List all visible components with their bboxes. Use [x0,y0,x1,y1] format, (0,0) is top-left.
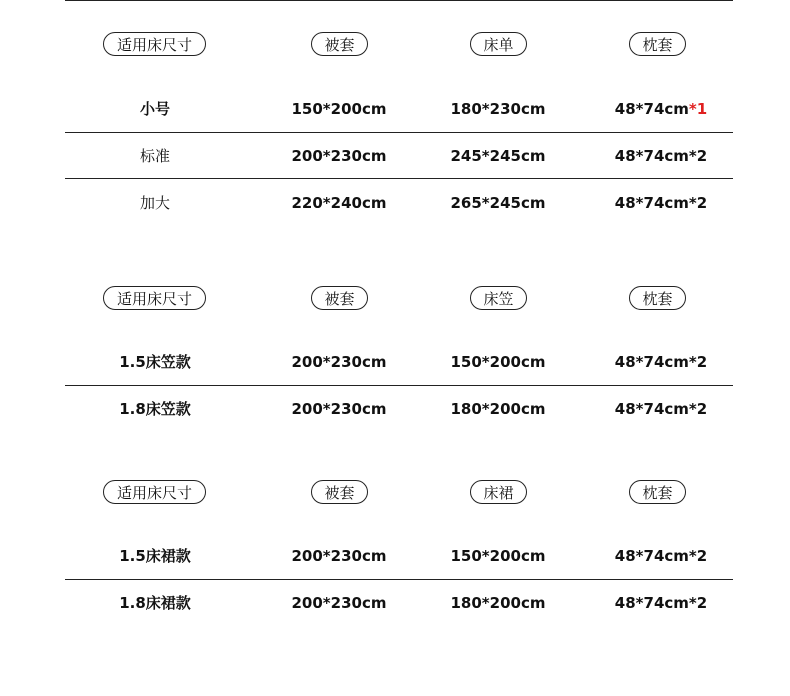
sheet-size: 245*245cm [450,147,546,165]
table-row [0,533,790,580]
row-size-label: 1.5床裙款 [119,547,191,565]
header-pillowcase: 枕套 [629,32,686,56]
row-size-label: 小号 [139,100,170,118]
duvet-size: 200*230cm [291,400,387,418]
header-duvet-cover: 被套 [311,32,368,56]
table-row [0,86,790,133]
fitted-sheet-size: 150*200cm [450,353,546,371]
duvet-size: 200*230cm [291,353,387,371]
header-pillowcase: 枕套 [629,480,686,504]
bed-skirt-size: 150*200cm [450,547,546,565]
pillowcase-size: 48*74cm*2 [614,547,708,565]
sheet-size: 180*230cm [450,100,546,118]
pillowcase-size: 48*74cm*2 [614,594,708,612]
table-header [0,286,790,312]
table-header [0,480,790,506]
header-bed-skirt: 床裙 [470,480,527,504]
sheet-size: 265*245cm [450,194,546,212]
row-size-label: 标准 [139,147,170,165]
header-bed-size: 适用床尺寸 [103,32,206,56]
header-pillowcase: 枕套 [629,286,686,310]
pillowcase-count-highlight: *1 [688,100,708,118]
bed-skirt-size: 180*200cm [450,594,546,612]
table-row [0,339,790,386]
row-divider [65,178,733,179]
header-duvet-cover: 被套 [311,286,368,310]
pillowcase-size: 48*74cm*2 [614,147,708,165]
table-row [0,386,790,433]
top-divider [65,0,733,1]
duvet-size: 200*230cm [291,547,387,565]
duvet-size: 150*200cm [291,100,387,118]
row-size-label: 1.5床笠款 [119,353,191,371]
table-header [0,32,790,58]
table-row [0,133,790,180]
fitted-sheet-size: 180*200cm [450,400,546,418]
pillowcase-size: 48*74cm*2 [614,400,708,418]
table-row [0,180,790,227]
pillowcase-size-value: 48*74cm [614,100,689,118]
row-size-label: 加大 [139,194,170,212]
duvet-size: 200*230cm [291,147,387,165]
pillowcase-size [596,86,726,133]
duvet-size: 220*240cm [291,194,387,212]
duvet-size: 200*230cm [291,594,387,612]
header-fitted-sheet: 床笠 [470,286,527,310]
header-bed-size: 适用床尺寸 [103,286,206,310]
row-size-label: 1.8床裙款 [119,594,191,612]
pillowcase-size: 48*74cm*2 [614,194,708,212]
table-row [0,580,790,627]
header-bed-size: 适用床尺寸 [103,480,206,504]
row-size-label: 1.8床笠款 [119,400,191,418]
header-duvet-cover: 被套 [311,480,368,504]
pillowcase-size: 48*74cm*2 [614,353,708,371]
header-bed-sheet: 床单 [470,32,527,56]
